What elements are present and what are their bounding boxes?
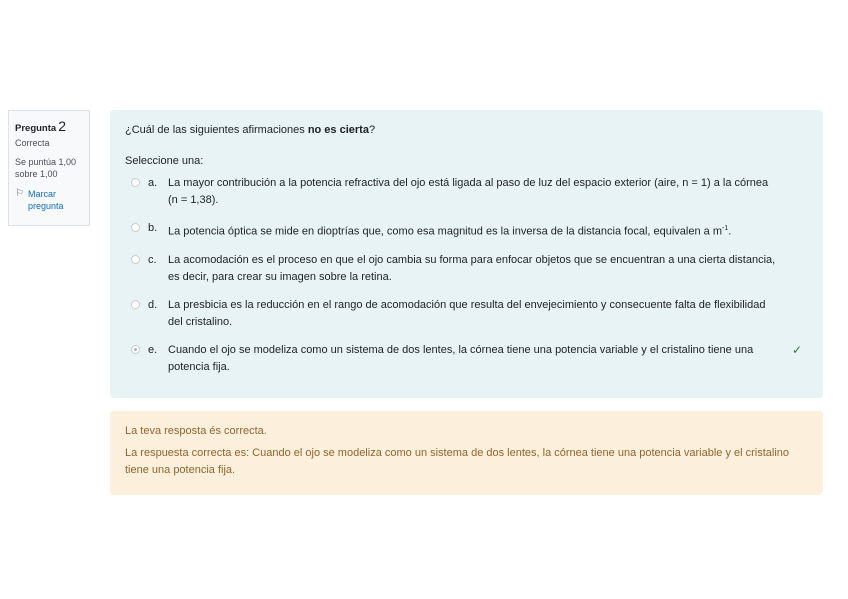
answer-prompt: Seleccione una:: [125, 155, 204, 167]
radio-e[interactable]: [131, 345, 140, 354]
option-text-superscript: -1: [722, 225, 729, 232]
radio-b[interactable]: [131, 223, 140, 232]
option-text: La mayor contribución a la potencia refractiva del ojo está ligada al paso de luz del espacio exterior (aire, n = 1) a la córnea (n = 1,38).: [168, 177, 769, 206]
answer-option-a[interactable]: [125, 175, 808, 209]
question-label: Pregunta: [15, 123, 57, 134]
option-text: La acomodación es el proceso en que el ojo cambia su forma para enfocar objetos que se encuentran a una cierta distancia, es decir, para crear su imagen sobre la retina.: [168, 253, 776, 283]
question-info-panel: [8, 110, 90, 226]
question-number-value: 2: [58, 118, 66, 134]
question-state: Correcta: [15, 138, 50, 148]
flag-icon: ⚐: [15, 188, 24, 199]
answer-option-d[interactable]: [125, 297, 808, 331]
question-text-emphasis: no es cierta: [307, 124, 369, 136]
option-text-main: La potencia óptica se mide en dioptrías que, como esa magnitud es la inversa de la distancia focal, equivalen a m: [168, 225, 722, 238]
answer-option-e[interactable]: [125, 342, 808, 376]
question-outcome: [110, 411, 823, 495]
radio-c[interactable]: [131, 255, 140, 264]
question-grade: Se puntúa 1,00 sobre 1,00: [15, 157, 77, 179]
option-letter: b.: [148, 222, 158, 234]
answer-option-b[interactable]: [125, 220, 808, 241]
question-text-prefix: ¿Cuál de las siguientes afirmaciones: [125, 124, 308, 136]
option-text-suffix: .: [728, 225, 732, 238]
option-text: Cuando el ojo se modeliza como un sistema de dos lentes, la córnea tiene una potencia variable y el cristalino tiene una potencia fija.: [168, 343, 754, 373]
option-letter: c.: [148, 253, 157, 266]
right-answer-text: La respuesta correcta es: Cuando el ojo se modeliza como un sistema de dos lentes, la córnea tiene una potencia variable y el cristalino tiene una potencia fija.: [125, 447, 790, 476]
radio-d[interactable]: [131, 300, 140, 309]
question-number: [15, 118, 83, 134]
option-letter: a.: [148, 177, 158, 189]
question-text-suffix: ?: [368, 124, 376, 136]
option-letter: e.: [148, 343, 158, 356]
flag-question-label: Marcar pregunta: [27, 189, 64, 211]
radio-a[interactable]: [131, 178, 140, 187]
question-formulation: [110, 110, 823, 398]
option-text: La presbicia es la reducción en el rango de acomodación que resulta del envejecimiento y consecuente falta de flexibilidad del cristalino.: [168, 298, 766, 328]
check-icon: ✓: [791, 342, 802, 357]
option-letter: d.: [148, 298, 158, 311]
question-text: [125, 124, 808, 136]
flag-question-link[interactable]: [15, 188, 83, 212]
answer-option-c[interactable]: [125, 252, 808, 286]
option-text: [168, 220, 780, 241]
feedback-text: La teva resposta és correcta.: [125, 425, 267, 437]
answer-options: [125, 175, 808, 376]
